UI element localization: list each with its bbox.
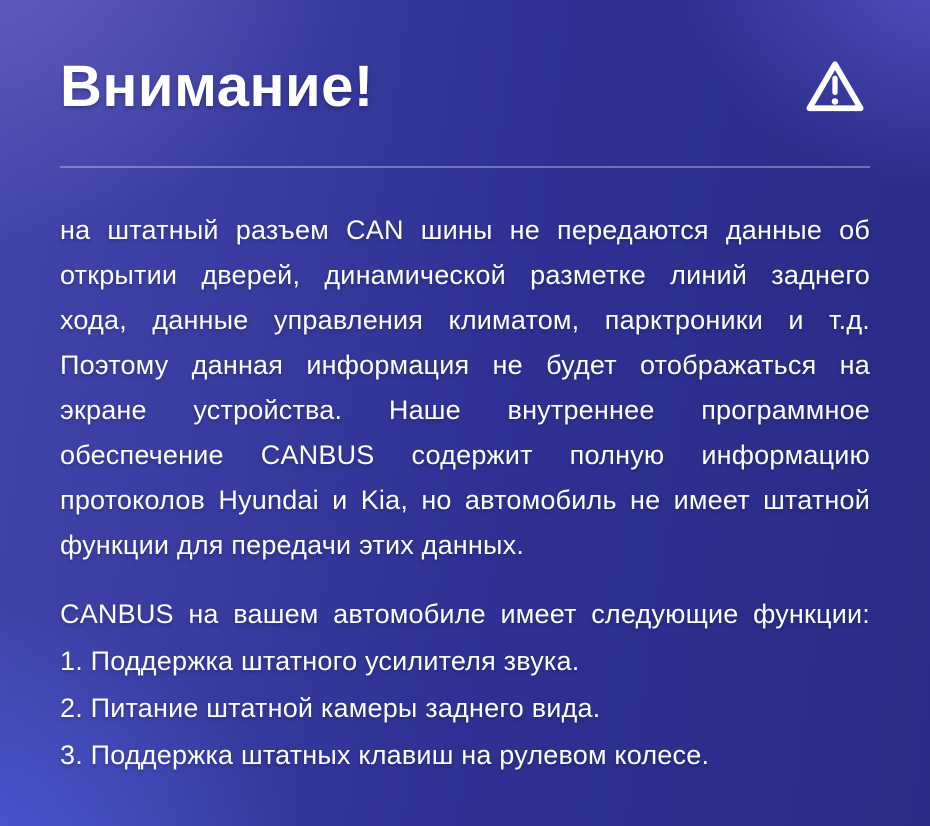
intro-line: на штатный разъем CAN шины не передаются данные об (60, 214, 870, 245)
banner-header (60, 0, 870, 122)
intro-line: открытии дверей, динамической разметке линий заднего (60, 259, 870, 290)
warning-triangle-icon (804, 59, 866, 115)
intro-line: функции для передачи этих данных. (60, 529, 525, 560)
canbus-list-heading: CANBUS на вашем автомобиле имеет следующие функции: (60, 598, 870, 629)
canbus-functions-list (60, 591, 870, 779)
intro-line: Поэтому данная информация не будет отображаться на (60, 349, 870, 380)
intro-paragraph (60, 208, 870, 568)
intro-line: экране устройства. Наше внутреннее программное (60, 394, 870, 425)
list-item: 1. Поддержка штатного усилителя звука. (60, 645, 580, 676)
list-item: 2. Питание штатной камеры заднего вида. (60, 692, 601, 723)
intro-line: обеспечение CANBUS содержит полную информацию (60, 439, 870, 470)
divider (60, 166, 870, 168)
page-title: Внимание! (60, 54, 374, 119)
intro-line: протоколов Hyundai и Kia, но автомобиль не имеет штатной (60, 484, 870, 515)
list-item: 3. Поддержка штатных клавиш на рулевом колесе. (60, 739, 710, 770)
intro-line: хода, данные управления климатом, парктроники и т.д. (60, 304, 870, 335)
